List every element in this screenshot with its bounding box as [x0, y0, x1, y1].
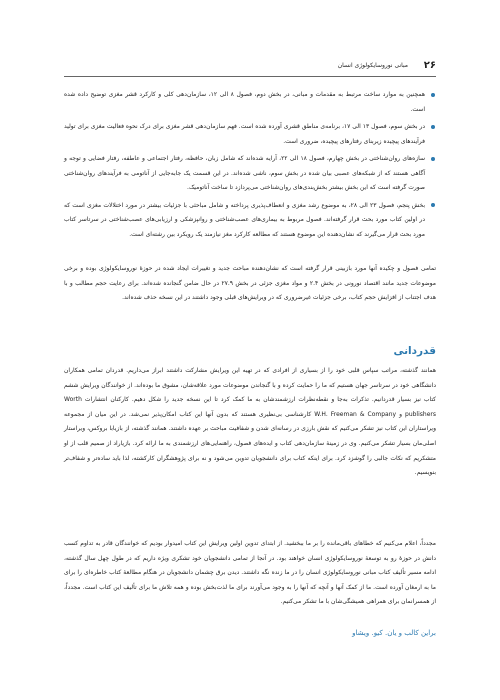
- acknowledgements-paragraph: مجدداً، اعلام می‌کنیم که خطاهای باقی‌مانده را بر ما ببخشید. از ابتدای تدوین اولین ویرایش این کتاب امیدوار بودیم که خوانندگان قادر به تداوم کسب دانش در حوزهٔ رو به توسعهٔ نوروسایکولوژی انسان خواهند بود. در آنجا از تمامی دانشجویان خود تشکری ویژه داریم که در طول چهل سال گذشته، ادامه مسیر تألیف کتاب مبانی نوروسایکولوژی انسان را در ما زنده نگه داشتند. دیدن برق چشمان دانشجویان در هنگام مطالعهٔ کتاب خاطره‌ای را برای ما به ارمغان آورده است. ما از کمک آنها و آنچه که آنها را به وجود می‌آورند برای ما لذت‌بخش بوده و همه تلاش ما برای تألیف این کتاب است. مجدداً، از همسرانمان برای همراهی همیشگی‌شان با ما تشکر می‌کنیم.: [64, 540, 436, 606]
- bullet-item: همچنین به موارد ساخت مرتبط به مقدمات و مبانی، در بخش دوم، فصول ۸ الی ۱۲، سازمان‌دهی کلی و کارکرد قشر مغزی توضیح داده شده است.: [64, 88, 436, 117]
- bullet-list: [64, 88, 436, 245]
- bullet-item: بخش پنجم، فصول ۲۳ الی ۲۸، به موضوع رشد مغزی و انعطاف‌پذیری پرداخته و شامل مباحثی با جزئیات بیشتر در مورد اختلالات مغزی است که در اولین کتاب مورد بحث قرار گرفته‌اند. فصول مربوط به بیماری‌های عصب‌شناختی و روانپزشکی و ارزیابی‌های عصب‌شناختی در سرتاسر کتاب مورد بحث قرار می‌گیرند که نشان‌دهنده این موضوع هستند که مطالعه کارکرد مغز نیازمند یک رویکرد بین رشته‌ای است.: [64, 199, 436, 243]
- acknowledgements-heading: قدردانی: [393, 345, 436, 357]
- page-number: ۲۶: [423, 60, 436, 71]
- running-title: مبانی نوروسایکولوژی انسان: [337, 62, 408, 69]
- body-paragraph: تمامی فصول و چکیده آنها مورد بازبینی قرار گرفته است که نشان‌دهنده مباحث جدید و تغییرات ایجاد شده در حوزهٔ نوروسایکولوژی بوده و برخی موضوعات جدید مانند اقتصاد نورونی در بخش ۲.۴ و مواد مغزی جزئی در بخش ۲۷.۹ در حال ضامن گنجانده شده‌اند. برای رعایت حجم مطالب و با هدف اجتناب از افزایش حجم کتاب، برخی جزئیات غیرضروری که در ویرایش‌های قبلی وجود داشتند در این نسخه حذف شده‌اند.: [64, 265, 436, 302]
- author-signature: براین کالب و یان. کیو. ویشاو: [352, 629, 436, 637]
- header-divider: [64, 76, 436, 77]
- bullet-item: سازه‌های روان‌شناختی در بخش چهارم، فصول ۱۸ الی ۲۲، آرایه شده‌اند که شامل زبان، حافظه، رفتار اجتماعی و عاطفه، رفتار فضایی و توجه و آگاهی هستند که از شبکه‌های عصبی بیان شده در بخش سوم، ناشی شده‌اند. در این قسمت یک جابه‌جایی از آناتومی به فرآیندهای روان‌شناختی صورت گرفته است که این بخش بیشتر بخش‌بندی‌های روان‌شناختی می‌پردازد تا ساخت آناتومیک.: [64, 152, 436, 196]
- acknowledgements-paragraph: همانند گذشته، مراتب سپاس قلبی خود را از بسیاری از افرادی که در تهیه این ویرایش مشارکت داشتند ابراز می‌داریم. قدردان تمامی همکاران دانشگاهی خود در سرتاسر جهان هستیم که ما را حمایت کرده و با گنجاندن موضوعات مورد علاقه‌شان، مشوق ما بوده‌اند. از خوانندگان ویرایش ششم کتاب نیز بسیار قدردانیم. تذکرات به‌جا و نقطه‌نظرات ارزشمندشان به ما کمک کرد تا این نسخه جدید را شکل دهیم. کارکنان انتشارات Worth publishers و W.H. Freeman & Company کارشناسی بی‌نظیری هستند که بدون آنها این کتاب امکان‌پذیر نمی‌شد. در این میان از مجموعه ویراستاران این کتاب نیز تشکر می‌کنیم که نقش بارزی در رسانه‌ای شدن و شفافیت مباحث بر عهده داشتند. همانند گذشته، از بازیابا بروکس، ویراستار اصلی‌مان بسیار تشکر می‌کنیم. وی در زمینهٔ سازمان‌دهی کتاب و ایده‌های فصول، راهنمایی‌های ارزشمندی به ما ارائه کرد. بازیاراد از صمیم قلب از او متشکریم که نکات جالبی را گوشزد کرد. برای اینکه کتاب برای دانشجویان تدوین می‌شود و نه برای پژوهشگران کارکشته، لذا باید ساده‌تر و شفاف‌تر بنویسیم.: [64, 367, 436, 477]
- page-header: [64, 58, 436, 74]
- bullet-item: در بخش سوم، فصول ۱۳ الی ۱۷، برنامه‌ی مناطق قشری آورده شده است. فهم سازمان‌دهی قشر مغزی برای درک نحوه فعالیت مغزی برای تولید فرآیندهای پیچیده زیربنای رفتارهای پیچیده، ضروری است.: [64, 120, 436, 149]
